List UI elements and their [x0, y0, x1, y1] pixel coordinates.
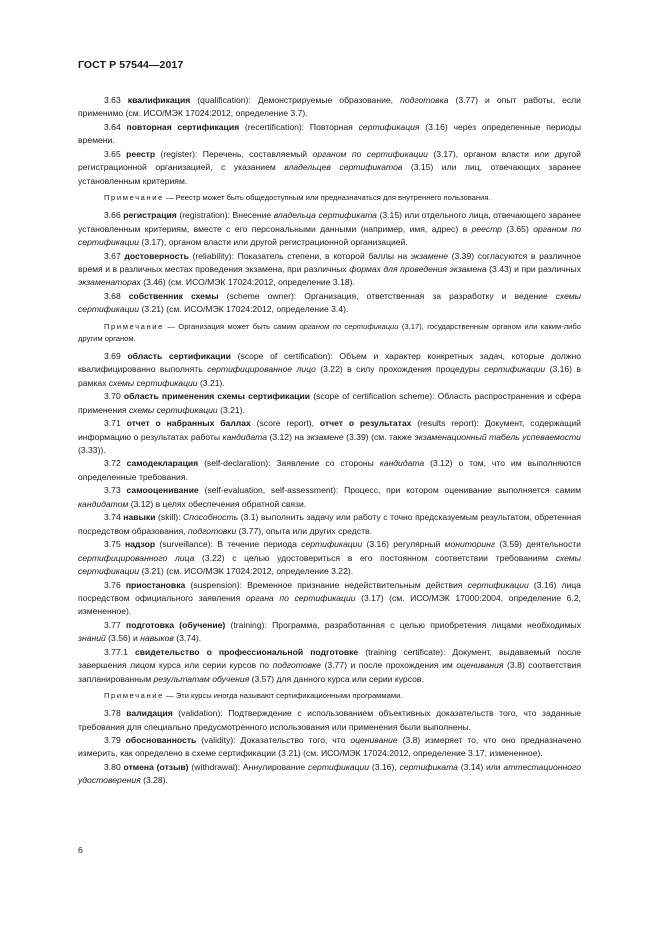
- term-reference: экзамене: [410, 250, 449, 261]
- text-run: 3.79: [104, 735, 126, 746]
- text-run: (training certificate): Документ, выдаваемый после завершения лицом курса или серии курсов по: [78, 646, 582, 671]
- term-name: свидетельство о профессиональной подготовке: [134, 646, 359, 657]
- term-name: самооценивание: [126, 485, 199, 496]
- text-run: (register): Перечень, составляемый: [155, 148, 313, 159]
- term-name: отчет о набранных баллах: [126, 418, 251, 429]
- text-run: (3.28).: [140, 775, 168, 786]
- term-reference: подготовки: [187, 525, 237, 536]
- text-run: (validity): Доказательство того, что: [196, 735, 351, 746]
- text-run: (3.43) и при различных: [486, 263, 581, 274]
- text-run: (3.65): [501, 223, 534, 234]
- term-reference: навыков: [140, 633, 174, 644]
- text-run: (3.21) (см. ИСО/МЭК 17024:2012, определение 3.4).: [139, 304, 349, 315]
- text-run: 3.71: [104, 418, 127, 429]
- text-run: (3.21) (см. ИСО/МЭК 17024:2012, определение 3.22).: [139, 566, 354, 577]
- text-run: (3.12) в целях обеспечения обратной связи.: [128, 498, 307, 509]
- text-run: (self-declaration): Заявление со стороны: [198, 458, 380, 469]
- note-label: Примечание: [104, 691, 164, 701]
- text-run: (3.16),: [369, 761, 400, 772]
- term-name: область сертификации: [127, 350, 231, 361]
- text-run: (scope of certification scheme): Область распространения и сфера применения: [78, 391, 581, 415]
- term-reference: кандидатом: [78, 498, 129, 509]
- text-run: (3.17), государственным органом или каким-либо другим органом.: [78, 321, 581, 343]
- term-reference: подготовке: [272, 660, 321, 671]
- term-reference: владельца сертификата: [273, 210, 377, 221]
- text-run: — Эти курсы иногда называют сертификационными программами.: [163, 691, 403, 701]
- term-name: область применения схемы сертификации: [123, 391, 311, 402]
- note-paragraph: [78, 690, 581, 702]
- text-run: (3.17), органом власти или другой регистрационной организацией, с указанием: [78, 148, 581, 173]
- term-reference: сертификация: [358, 121, 420, 132]
- text-run: 3.68: [104, 290, 129, 301]
- text-run: (3.46) (см. ИСО/МЭК 17024:2012, определение 3.18).: [140, 277, 355, 288]
- term-reference: владельцев сертификатов: [284, 162, 403, 173]
- definition-paragraph: [78, 250, 581, 290]
- term-name: отчет о результатах: [319, 418, 412, 429]
- text-run: (3.77), опыта или других средств.: [236, 525, 372, 536]
- term-reference: сертификации: [467, 579, 529, 590]
- term-reference: аттестационного удостоверения: [78, 761, 581, 786]
- text-run: (3.39) согласуются в различное время и в различных местах проведения экзамена, при различных: [78, 250, 581, 274]
- term-reference: органом по сертификации: [299, 321, 399, 331]
- term-reference: кандидата: [222, 431, 267, 442]
- term-reference: схемы сертификации: [108, 377, 198, 388]
- text-run: 3.75: [104, 539, 126, 550]
- term-reference: схемы сертификации: [78, 552, 582, 577]
- text-run: 3.64: [104, 121, 127, 132]
- note-paragraph: [78, 192, 581, 204]
- definition-paragraph: [78, 761, 581, 788]
- text-run: (3.8) соответствия запланированным: [78, 660, 581, 684]
- text-run: 3.66: [104, 210, 124, 221]
- text-run: (training): Программа, разработанная с целью приобретения лицами необходимых: [225, 619, 581, 630]
- text-run: (3.39) (см. также: [343, 431, 415, 442]
- definition-paragraph: [78, 209, 581, 249]
- text-run: (3.15) или отдельного лица, отвечающего заранее установленным критериям, вместе с его персональными данными (например, имя, адрес) в: [78, 210, 581, 234]
- definition-paragraph: [78, 94, 581, 121]
- definition-paragraph: [78, 646, 581, 686]
- term-name: реестр: [126, 148, 156, 159]
- text-run: (scope of certification): Объем и характер конкретных задач, которые должно квалифицированно выполнять: [78, 350, 581, 375]
- term-reference: сертификации: [307, 761, 370, 772]
- definition-paragraph: [78, 121, 581, 148]
- text-run: (3.21).: [197, 377, 225, 388]
- text-run: (recertification): Повторная: [239, 121, 359, 132]
- definition-paragraph: [78, 148, 581, 188]
- text-run: 3.76: [104, 579, 126, 590]
- term-name: регистрация: [123, 210, 177, 221]
- document-header: ГОСТ Р 57544—2017: [78, 59, 184, 71]
- text-run: 3.69: [104, 350, 128, 361]
- term-reference: органом по сертификации: [312, 148, 428, 159]
- text-run: (3.8) измеряет то, что оно предназначено измерить, как определено в схеме сертификации (3.21) (см. ИСО/МЭК 17024:2012, определение 3.17, измененное).: [78, 735, 582, 759]
- text-run: (3.15) или лиц, отвечающих заранее установленным критериям.: [78, 162, 581, 186]
- text-run: (results report): Документ, содержащий информацию о результатах работы: [78, 418, 581, 442]
- text-run: (3.74).: [173, 633, 202, 644]
- definition-paragraph: [78, 390, 581, 417]
- term-reference: оценивания: [456, 660, 504, 671]
- term-reference: знаний: [78, 633, 106, 644]
- text-run: (self-evaluation, self-assessment): Процесс, при котором оценивание выполняется самим: [198, 485, 581, 496]
- text-run: (3.17), органом власти или другой регистрационной организацией.: [139, 237, 408, 248]
- text-run: (validation): Подтверждение с использованием объективных доказательств того, что заданные требования для специально предусмотренного использования или применения были выполнены.: [78, 708, 581, 732]
- text-run: (3.16) в рамках: [78, 364, 581, 388]
- text-run: (3.59) деятельности: [495, 539, 581, 550]
- page-number: 6: [78, 845, 83, 855]
- text-run: 3.72: [104, 458, 127, 469]
- term-name: надзор: [125, 539, 156, 550]
- text-run: 3.80: [104, 761, 124, 772]
- text-run: (3.14) или: [457, 761, 504, 772]
- text-run: (3.21).: [217, 404, 245, 415]
- definition-paragraph: [78, 734, 581, 761]
- text-run: — Организация может быть самим: [163, 321, 300, 331]
- text-run: 3.67: [104, 250, 125, 261]
- text-run: (3.33)).: [78, 444, 106, 455]
- definition-paragraph: [78, 484, 581, 511]
- definition-paragraph: [78, 707, 581, 734]
- term-reference: схемы сертификации: [78, 290, 581, 315]
- text-run: 3.77.1: [104, 646, 135, 657]
- text-run: 3.70: [104, 391, 124, 402]
- term-name: подготовка (обучение): [126, 619, 226, 630]
- text-run: (3.77) и после прохождения им: [320, 660, 457, 671]
- term-reference: подготовка: [400, 95, 449, 105]
- text-run: (3.16) лица посредством официального заявления: [78, 579, 581, 603]
- term-reference: кандидата: [379, 458, 425, 469]
- term-name: повторная сертификация: [126, 121, 240, 132]
- text-run: (3.12) на: [266, 431, 307, 442]
- term-reference: мониторинг: [444, 539, 496, 550]
- term-reference: экзаменаторах: [78, 277, 141, 288]
- text-run: (3.77) и опыт работы, если применимо (см. ИСО/МЭК 17024:2012, определение 3.7).: [78, 95, 581, 119]
- definition-paragraph: [78, 457, 581, 484]
- note-paragraph: [78, 321, 581, 345]
- definition-paragraph: [78, 619, 581, 646]
- definition-paragraph: [78, 511, 581, 538]
- term-name: обоснованность: [125, 735, 197, 746]
- text-run: (suspension): Временное признание недействительным действия: [185, 579, 468, 590]
- definition-paragraph: [78, 579, 581, 619]
- term-name: валидация: [126, 708, 173, 719]
- text-run: (3.56) и: [105, 633, 141, 644]
- term-reference: сертификации: [301, 539, 363, 550]
- term-name: приостановка: [125, 579, 186, 590]
- text-run: (3.12) о том, что им выполняются определенные требования.: [78, 458, 581, 482]
- text-run: (3.16) через определенные периоды времени.: [78, 121, 581, 146]
- document-body: [78, 94, 581, 788]
- text-run: (score report),: [250, 418, 320, 429]
- text-run: (reliability): Показатель степени, в которой баллы на: [188, 250, 411, 261]
- text-run: 3.77: [104, 619, 127, 630]
- term-reference: органа по сертификации: [245, 592, 356, 603]
- term-reference: реестр: [471, 223, 502, 234]
- text-run: (qualification): Демонстрируемые образование,: [190, 95, 401, 105]
- term-reference: органом по сертификации: [78, 223, 582, 248]
- term-reference: сертификации: [484, 364, 546, 375]
- term-name: навыки: [123, 512, 156, 523]
- definition-paragraph: [78, 290, 581, 317]
- text-run: (surveillance): В течение периода: [155, 539, 302, 550]
- text-run: (3.16) регулярный: [362, 539, 445, 550]
- term-reference: экзаменационный табель успеваемости: [414, 431, 581, 442]
- definition-paragraph: [78, 350, 581, 390]
- text-run: 3.73: [104, 485, 127, 496]
- term-reference: формах для проведения экзамена: [349, 263, 487, 274]
- text-run: (3.22) с целью удостовериться в его постоянном соответствии требованиям: [194, 552, 556, 563]
- term-name: самодекларация: [126, 458, 199, 469]
- term-reference: Способность: [183, 512, 239, 523]
- term-name: квалификация: [127, 95, 191, 105]
- text-run: 3.78: [104, 708, 127, 719]
- term-reference: сертификата: [399, 761, 458, 772]
- term-reference: схемы сертификации: [129, 404, 218, 415]
- text-run: 3.65: [104, 148, 127, 159]
- term-name: достоверность: [124, 250, 189, 261]
- term-reference: оценивание: [350, 735, 398, 746]
- definition-paragraph: [78, 538, 581, 578]
- text-run: (3.17) (см. ИСО/МЭК 17000:2004, определение 6.2, измененное).: [78, 592, 582, 617]
- note-label: Примечание: [104, 193, 164, 203]
- text-run: 3.63: [104, 95, 128, 105]
- text-run: (withdrawal): Аннулирование: [188, 761, 308, 772]
- text-run: 3.74: [104, 512, 124, 523]
- text-run: (skill):: [155, 512, 184, 523]
- term-name: отмена (отзыв): [123, 761, 189, 772]
- text-run: — Реестр может быть общедоступным или предназначаться для внутреннего пользования.: [163, 193, 491, 203]
- text-run: (3.57) для данного курса или серии курсов.: [249, 673, 424, 684]
- term-reference: сертифицированного лица: [78, 552, 195, 563]
- text-run: (registration): Внесение: [176, 210, 274, 221]
- text-run: (3.22) в силу прохождения процедуры: [315, 364, 485, 375]
- term-reference: экзамене: [306, 431, 344, 442]
- text-run: (scheme owner): Организация, ответственная за разработку и ведение: [218, 290, 556, 301]
- term-reference: результатам обучения: [153, 673, 250, 684]
- note-label: Примечание: [104, 321, 164, 331]
- term-name: собственник схемы: [128, 290, 219, 301]
- definition-paragraph: [78, 417, 581, 457]
- term-reference: сертифицированное лицо: [207, 364, 316, 375]
- text-run: (3.1) выполнить задачу или работу с точно предсказуемым результатом, обретенная посредством образования,: [78, 512, 582, 536]
